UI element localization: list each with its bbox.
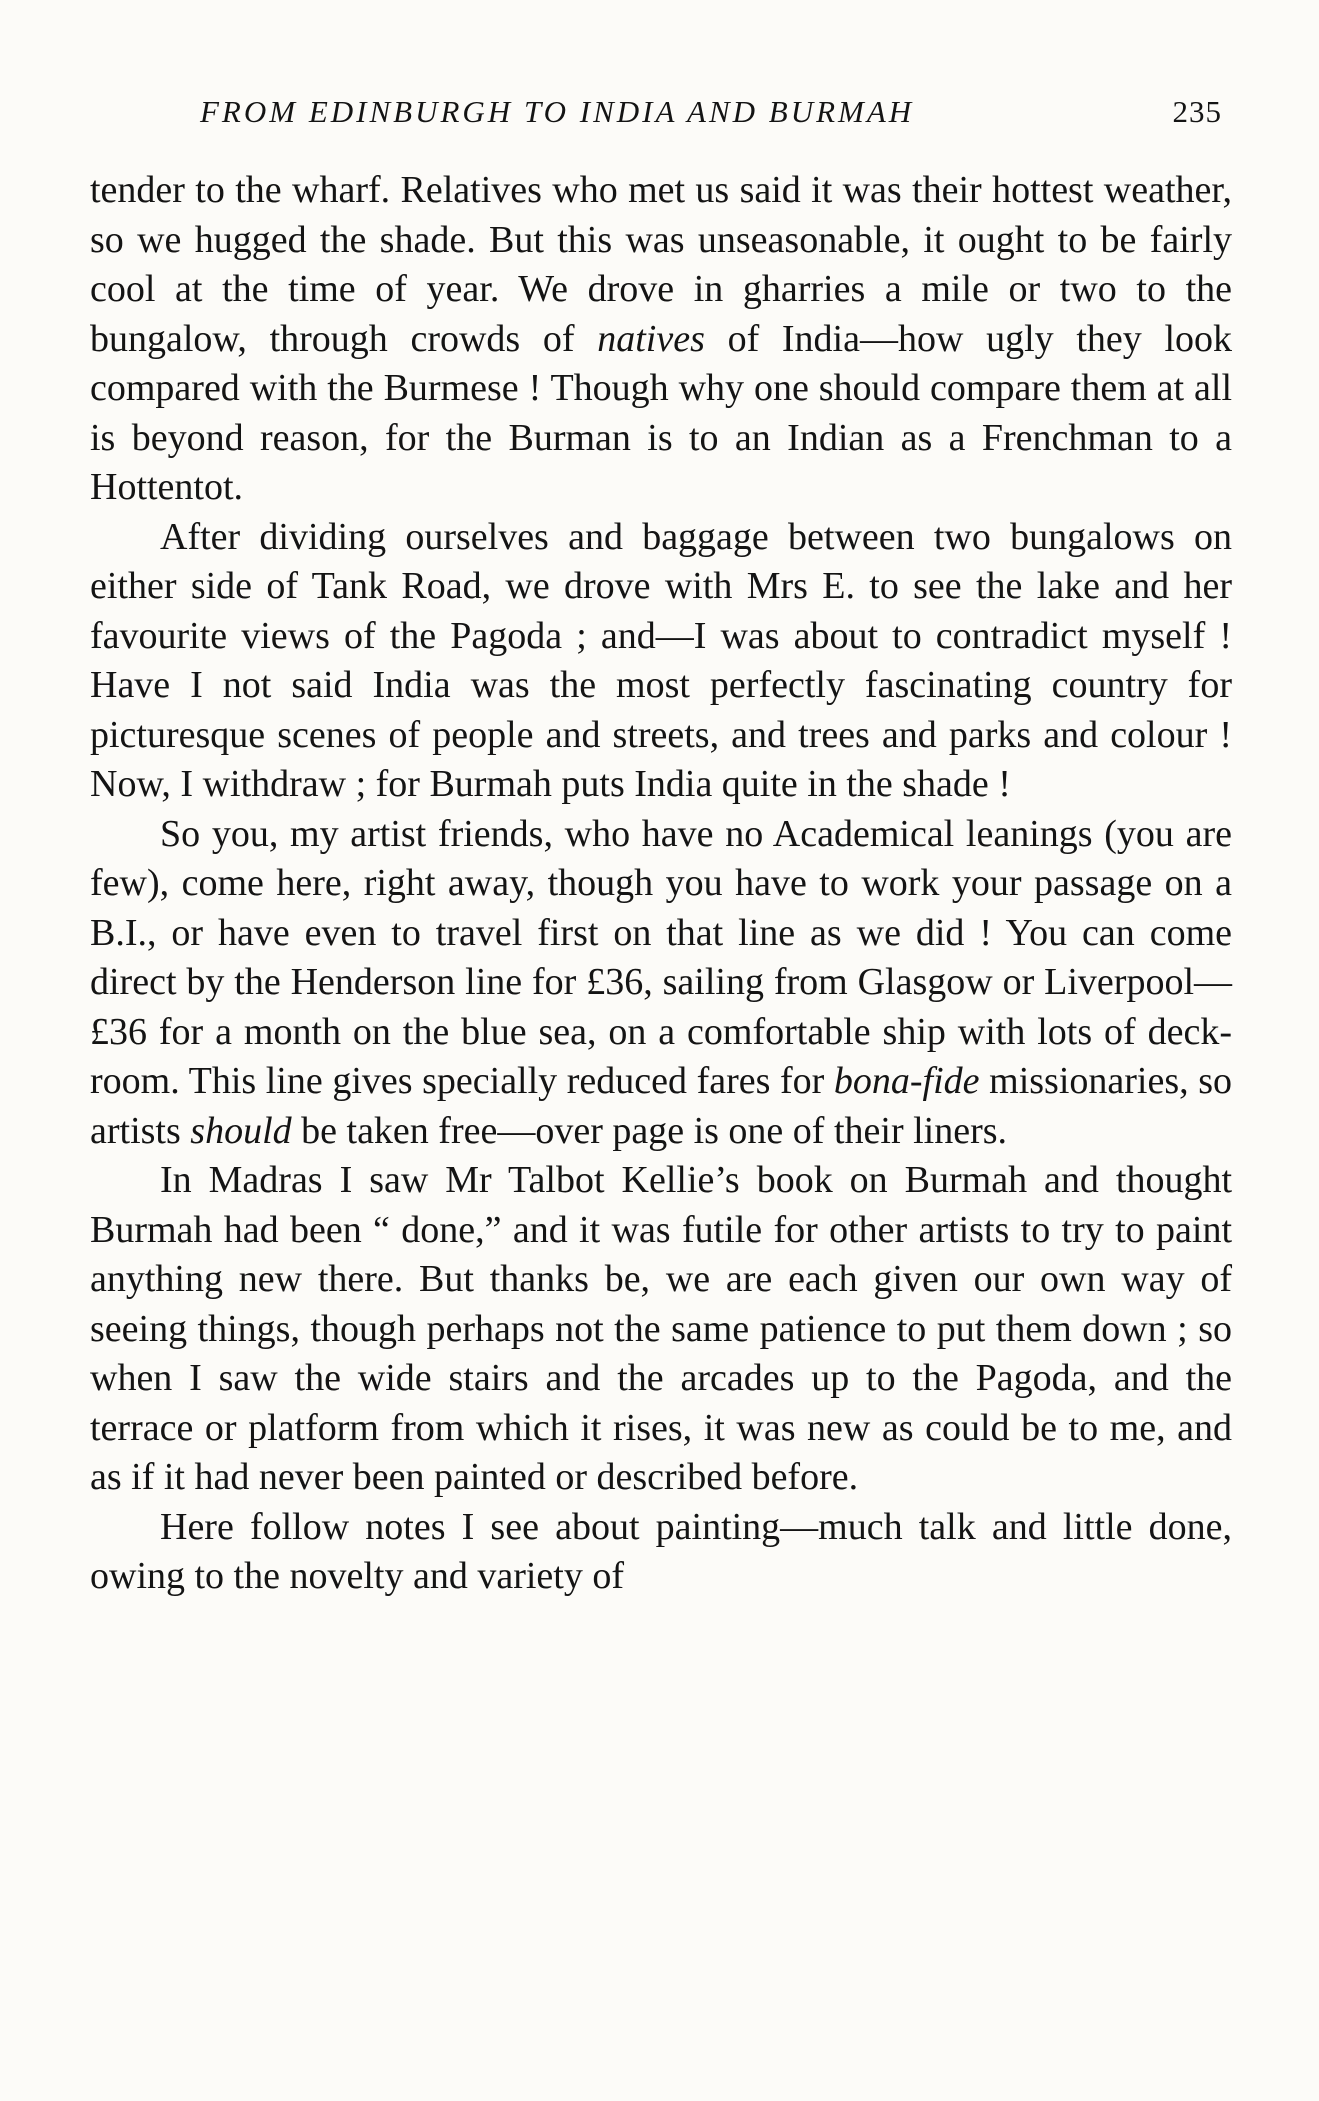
paragraph-3	[90, 810, 1232, 1157]
book-page	[90, 94, 1232, 1602]
paragraph-5	[90, 1503, 1232, 1602]
text-run: So you, my artist friends, who have no Academical leanings (you are few), come here, right away, though you have to work your passage on a B.I., or have even to travel first on that line as we did ! You can come direct by the Henderson line for £36, sailing from Glasgow or Liverpool—£36 for a month on the blue sea, on a comfortable ship with lots of deck-room. This line gives specially reduced fares for	[90, 812, 1232, 1102]
paragraph-4	[90, 1156, 1232, 1503]
body-text	[90, 166, 1232, 1602]
italic-text: natives	[597, 317, 705, 360]
italic-text: bona-fide	[833, 1060, 980, 1102]
text-run: of India—how ugly they look compared with the Burmese ! Though why one should compare them at all is beyond reason, for the Burman is to an Indian as a Frenchman to a Hottentot.	[90, 317, 1233, 508]
text-run: missionaries, so artists	[90, 1060, 1232, 1152]
page-number: 235	[1172, 94, 1222, 129]
text-run: In Madras I saw Mr Talbot Kellie’s book on Burmah and thought Burmah had been “ done,” and it was futile for other artists to try to paint anything new there. But thanks be, we are each given our own way of seeing things, though perhaps not the same patience to put them down ; so when I saw the wide stairs and the arcades up to the Pagoda, and the terrace or platform from which it rises, it was new as could be to me, and as if it had never been painted or described before.	[90, 1159, 1232, 1498]
running-title: FROM EDINBURGH TO INDIA AND BURMAH	[200, 94, 915, 129]
italic-text: should	[190, 1109, 292, 1152]
text-run: After dividing ourselves and baggage between two bungalows on either side of Tank Road, we drove with Mrs E. to see the lake and her favourite views of the Pagoda ; and—I was about to contradict myself ! Have I not said India was the most perfectly fascinating country for picturesque scenes of people and streets, and trees and parks and colour ! Now, I withdraw ; for Burmah puts India quite in the shade !	[90, 515, 1232, 805]
text-run: Here follow notes I see about painting—much talk and little done, owing to the novelty and variety of	[90, 1505, 1232, 1597]
text-run: tender to the wharf. Relatives who met us said it was their hottest weather, so we hugged the shade. But this was unseasonable, it ought to be fairly cool at the time of year. We drove in gharries a mile or two to the bungalow, through crowds of	[90, 169, 1232, 360]
paragraph-1	[90, 166, 1232, 513]
running-head	[90, 94, 1232, 142]
text-run: be taken free—over page is one of their liners.	[291, 1109, 1008, 1152]
paragraph-2	[90, 513, 1232, 810]
